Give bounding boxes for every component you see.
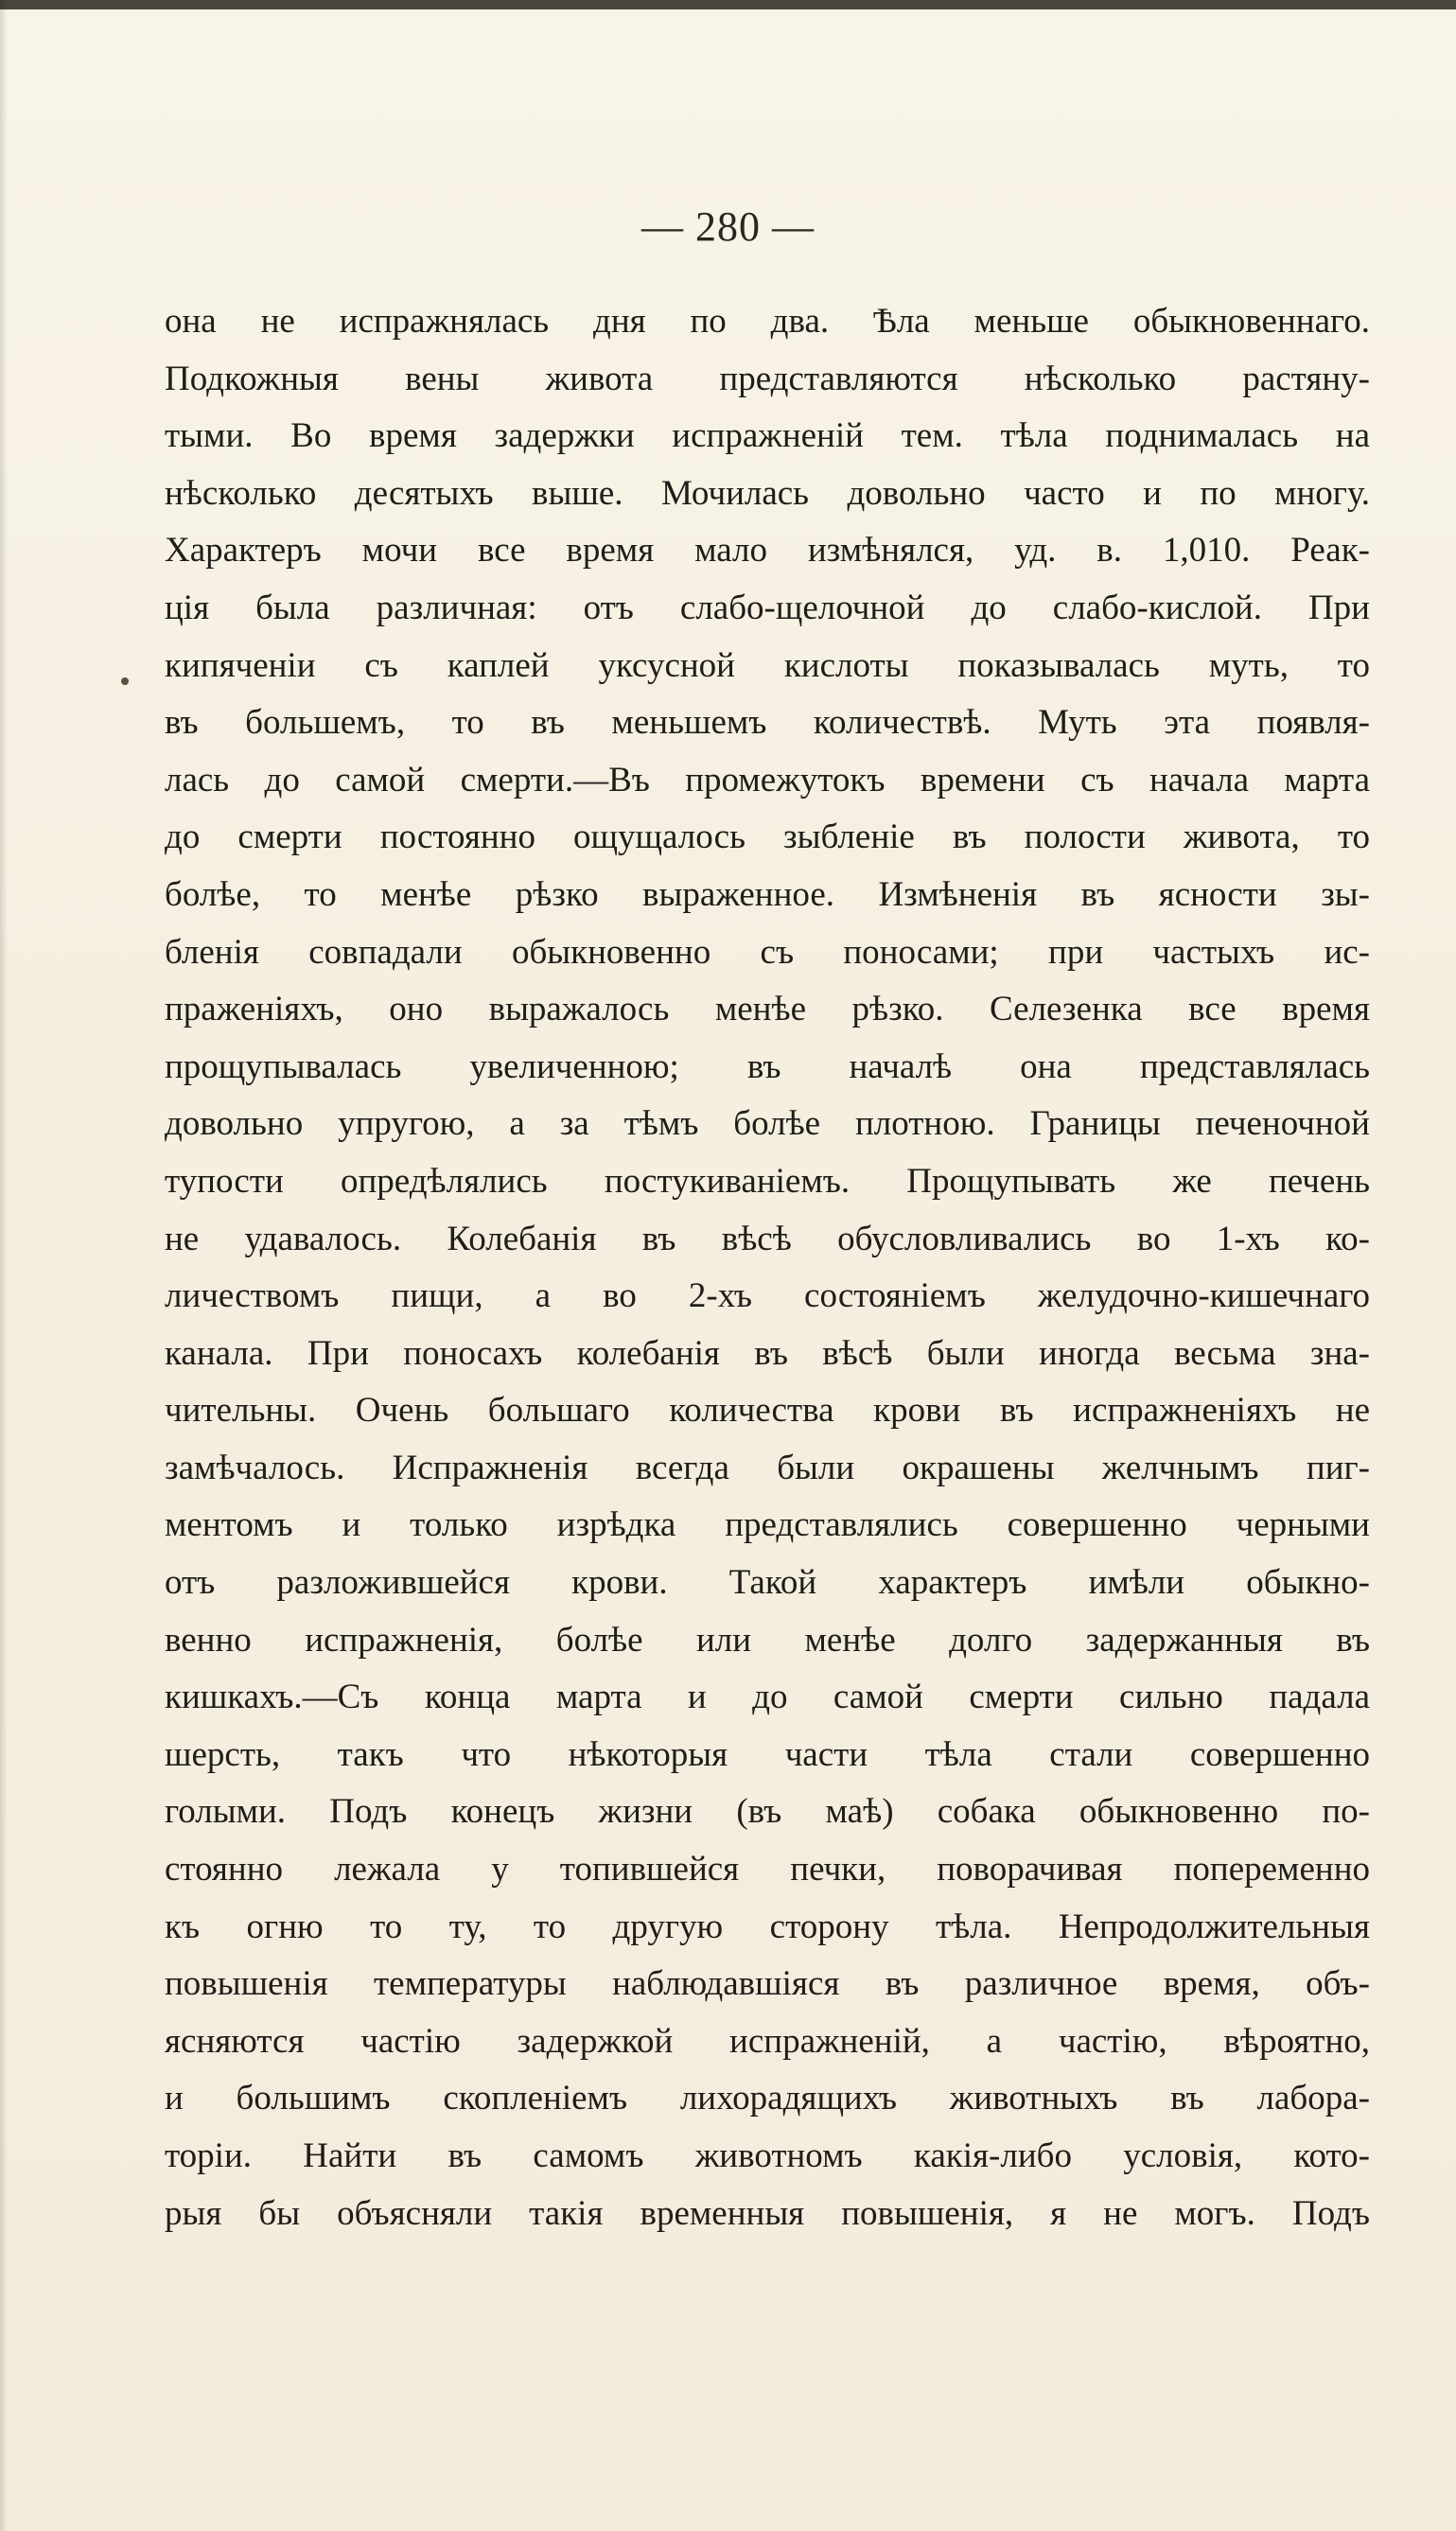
text-line: шерсть, такъ что нѣкоторыя части тѣла стали совершенно xyxy=(165,1734,1370,1774)
text-line: ція была различная: отъ слабо-щелочной до слабо-кислой. При xyxy=(165,588,1370,627)
text-line: Характеръ мочи все время мало измѣнялся, уд. в. 1,010. Реак- xyxy=(165,531,1370,571)
text-line: стоянно лежала у топившейся печки, поворачивая попеременно xyxy=(165,1850,1370,1889)
text-line: кишкахъ.—Съ конца марта и до самой смерти сильно падала xyxy=(165,1678,1370,1717)
text-line: отъ разложившейся крови. Такой характеръ имѣли обыкно- xyxy=(165,1563,1370,1603)
text-line: прощупывалась увеличенною; въ началѣ она представлялась xyxy=(165,1046,1370,1086)
text-line: бленія совпадали обыкновенно съ поносами; при частыхъ ис- xyxy=(165,932,1370,972)
text-line: къ огню то ту, то другую сторону тѣла. Непродолжительныя xyxy=(165,1907,1370,1946)
text-line: канала. При поносахъ колебанія въ вѣсѣ были иногда весьма зна- xyxy=(165,1333,1370,1373)
text-line: тупости опредѣлялись постукиваніемъ. Прощупывать же печень xyxy=(165,1161,1370,1201)
text-line: рыя бы объясняли такія временныя повышенія, я не могъ. Подъ xyxy=(165,2193,1370,2233)
text-line: чительны. Очень большаго количества крови въ испражненіяхъ не xyxy=(165,1391,1370,1431)
text-line: болѣе, то менѣе рѣзко выраженное. Измѣненія въ ясности зы- xyxy=(165,874,1370,914)
text-line: ясняются частію задержкой испражненій, а частію, вѣроятно, xyxy=(165,2021,1370,2061)
text-line: торіи. Найти въ самомъ животномъ какія-либо условія, кото- xyxy=(165,2136,1370,2175)
text-line: ментомъ и только изрѣдка представлялись совершенно черными xyxy=(165,1505,1370,1545)
page-left-edge-shadow xyxy=(0,0,8,2531)
text-line: кипяченіи съ каплей уксусной кислоты показывалась муть, то xyxy=(165,645,1370,685)
top-edge-rule xyxy=(0,0,1456,9)
body-text xyxy=(165,293,1370,2242)
text-line: замѣчалось. Испражненія всегда были окрашены желчнымъ пиг- xyxy=(165,1448,1370,1487)
text-line: тыми. Во время задержки испражненій тем. тѣла поднималась на xyxy=(165,416,1370,456)
text-line: венно испражненія, болѣе или менѣе долго задержанныя въ xyxy=(165,1620,1370,1660)
text-line: Подкожныя вены живота представляются нѣсколько растяну- xyxy=(165,359,1370,398)
text-line: она не испражнялась дня по два. Ѣла меньше обыкновеннаго. xyxy=(165,302,1370,341)
text-line: въ большемъ, то въ меньшемъ количествѣ. Муть эта появля- xyxy=(165,703,1370,743)
page-number: — 280 — xyxy=(641,203,815,250)
margin-dot-mark xyxy=(121,677,129,685)
text-line: не удавалось. Колебанія въ вѣсѣ обусловливались во 1-хъ ко- xyxy=(165,1219,1370,1258)
text-line: до смерти постоянно ощущалось зыбленіе въ полости живота, то xyxy=(165,817,1370,857)
text-line: нѣсколько десятыхъ выше. Мочилась довольно часто и по многу. xyxy=(165,473,1370,513)
text-line: довольно упругою, а за тѣмъ болѣе плотною. Границы печеночной xyxy=(165,1104,1370,1144)
text-line: праженіяхъ, оно выражалось менѣе рѣзко. Селезенка все время xyxy=(165,990,1370,1029)
text-line: повышенія температуры наблюдавшіяся въ различное время, объ- xyxy=(165,1964,1370,2004)
text-line: и большимъ скопленіемъ лихорадящихъ животныхъ въ лабора- xyxy=(165,2079,1370,2118)
text-line: личествомъ пищи, а во 2-хъ состояніемъ желудочно-кишечнаго xyxy=(165,1276,1370,1316)
text-line: лась до самой смерти.—Въ промежутокъ времени съ начала марта xyxy=(165,760,1370,800)
text-line: голыми. Подъ конецъ жизни (въ маѣ) собака обыкновенно по- xyxy=(165,1792,1370,1832)
